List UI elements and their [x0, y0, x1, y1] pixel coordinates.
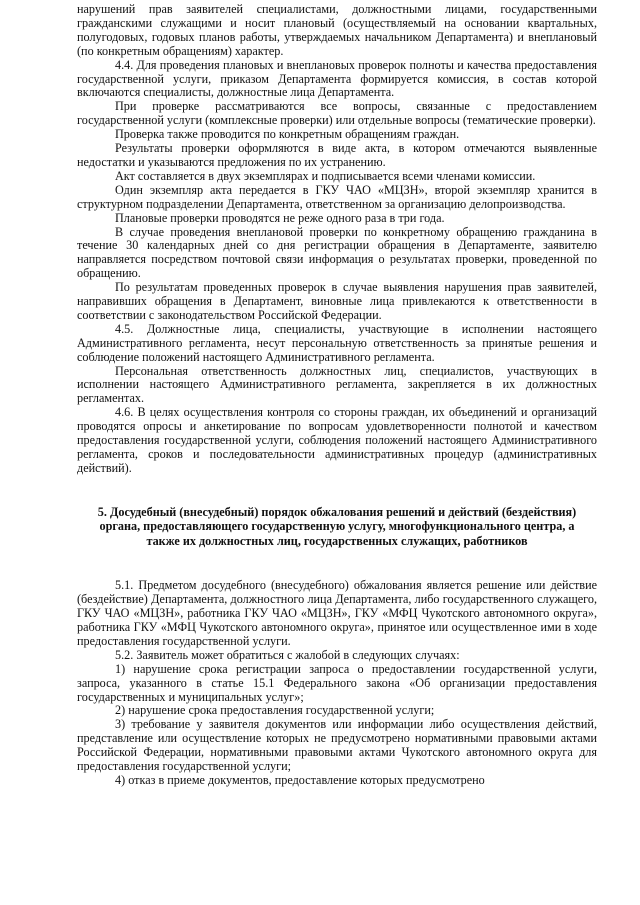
paragraph: Акт составляется в двух экземплярах и подписывается всеми членами комиссии.: [115, 168, 536, 183]
section-heading: [77, 505, 597, 549]
paragraph: Результаты проверки оформляются в виде акта, в котором отмечаются выявленные недостатки и указываются предложения по их устранению.: [77, 141, 597, 169]
paragraph: 2) нарушение срока предоставления государственной услуги;: [115, 703, 435, 718]
paragraph: Персональная ответственность должностных лиц, специалистов, участвующих в исполнении настоящего Административного регламента, закрепляется в их должностных регламентах.: [77, 363, 597, 406]
paragraph: 5.1. Предметом досудебного (внесудебного) обжалования является решение или действие (бездействие) Департамента, должностного лица Департамента, либо государственного служащего, ГКУ ЧАО «МЦЗН», работника ГКУ ЧАО «МЦЗН», ГКУ «МФЦ Чукотского автономного округа», работника ГКУ «МФЦ Чукотского автономного округа», принятое или осуществленное ими в ходе предоставления государственной услуги.: [77, 578, 597, 648]
section-heading-line: органа, предоставляющего государственную услугу, многофункционального центра, а: [99, 519, 575, 534]
paragraph: 4.6. В целях осуществления контроля со стороны граждан, их объединений и организаций проводятся опросы и анкетирование по вопросам удовлетворенности полнотой и качеством предоставления государственной услуги, соблюдения положений настоящего Административного регламента, сроков и последовательности административных процедур (административных действий).: [77, 405, 597, 475]
paragraph: При проверке рассматриваются все вопросы, связанные с предоставлением государственной услуги (комплексные проверки) или отдельные вопросы (тематические проверки).: [77, 99, 597, 128]
paragraph: 4) отказ в приеме документов, предоставление которых предусмотрено: [115, 773, 485, 787]
paragraph: 4.4. Для проведения плановых и внеплановых проверок полноты и качества предоставления государственной услуги, приказом Департамента формируется комиссия, в состав которой включаются специалисты, должностные лица Департамента.: [77, 57, 597, 100]
paragraph: 4.5. Должностные лица, специалисты, участвующие в исполнении настоящего Административного регламента, несут персональную ответственность за принятые решения и соблюдение положений настоящего Административного регламента.: [77, 321, 597, 364]
section-heading-line: также их должностных лиц, государственных служащих, работников: [146, 533, 528, 548]
paragraph: Плановые проверки проводятся не реже одного раза в три года.: [115, 210, 445, 225]
paragraph: Проверка также проводится по конкретным обращениям граждан.: [115, 127, 460, 142]
paragraph: 1) нарушение срока регистрации запроса о предоставлении государственной услуги, запроса, указанного в статье 15.1 Федерального закона «Об организации предоставления государственных и муниципальных услуг»;: [77, 661, 597, 704]
paragraph: нарушений прав заявителей специалистами, должностными лицами, государственными гражданскими служащими и носит плановый (осуществляемый на основании квартальных, полугодовых, годовых планов работы, утверждаемых начальником Департамента) и внеплановый (по конкретным обращениям) характер.: [77, 2, 597, 58]
paragraph: 3) требование у заявителя документов или информации либо осуществления действий, представление или осуществление которых не предусмотрено нормативными правовыми актами Российской Федерации, нормативными правовыми актами Чукотского автономного округа для предоставления государственной услуги;: [77, 717, 597, 774]
paragraph: В случае проведения внеплановой проверки по конкретному обращению гражданина в течение 30 календарных дней со дня регистрации обращения в Департаменте, заявителю направляется посредством почтовой связи информация о результатах проверки, проведенной по обращению.: [77, 224, 597, 281]
paragraph: По результатам проведенных проверок в случае выявления нарушения прав заявителей, направивших обращения в Департамент, виновные лица привлекаются к ответственности в соответствии с законодательством Российской Федерации.: [77, 280, 597, 322]
paragraph: 5.2. Заявитель может обратиться с жалобой в следующих случаях:: [115, 647, 460, 662]
section-heading-line: 5. Досудебный (внесудебный) порядок обжалования решений и действий (бездействия): [97, 504, 577, 519]
paragraph: Один экземпляр акта передается в ГКУ ЧАО «МЦЗН», второй экземпляр хранится в структурном подразделении Департамента, ответственном за организацию делопроизводства.: [77, 182, 597, 211]
document-page: [77, 3, 597, 788]
